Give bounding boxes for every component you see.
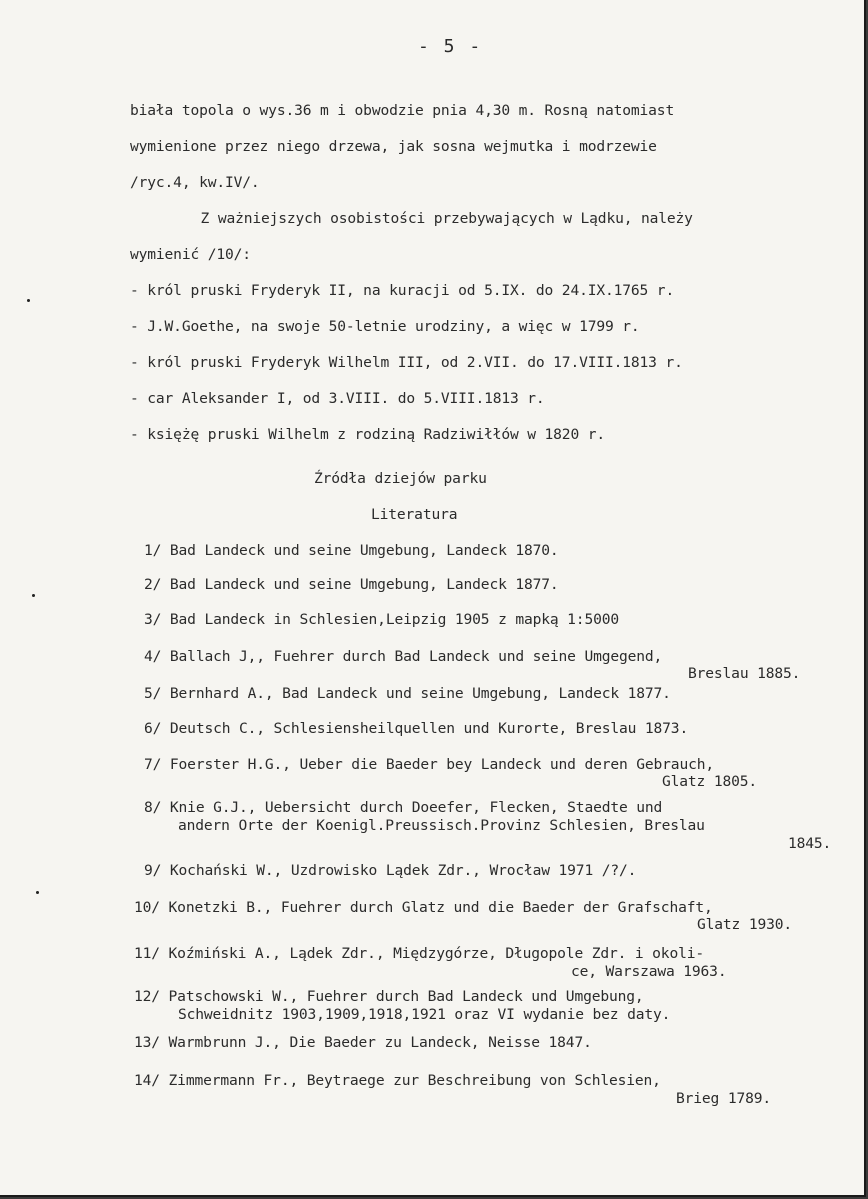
literature-entry: 1/ Bad Landeck und seine Umgebung, Landeck 1870. <box>144 542 559 559</box>
literature-entry: 7/ Foerster H.G., Ueber die Baeder bey Landeck und deren Gebrauch, <box>144 756 714 773</box>
literature-entry-continuation: Breslau 1885. <box>688 665 801 682</box>
literature-entry-continuation: Brieg 1789. <box>676 1090 771 1107</box>
literature-entry: 9/ Kochański W., Uzdrowisko Lądek Zdr., Wrocław 1971 /?/. <box>144 862 637 879</box>
person-list-item: - księżę pruski Wilhelm z rodziną Radziwiłłów w 1820 r. <box>130 426 605 443</box>
paragraph-line: /ryc.4, kw.IV/. <box>130 174 260 191</box>
literature-entry: 14/ Zimmermann Fr., Beytraege zur Beschreibung von Schlesien, <box>134 1072 661 1089</box>
section-heading: Źródła dziejów parku <box>314 470 487 487</box>
literature-entry: 3/ Bad Landeck in Schlesien,Leipzig 1905 z mapką 1:5000 <box>144 611 619 628</box>
literature-entry-continuation: Glatz 1805. <box>662 773 757 790</box>
paragraph-line: wymienić /10/: <box>130 246 251 263</box>
literature-entry: 10/ Konetzki B., Fuehrer durch Glatz und die Baeder der Grafschaft, <box>134 899 713 916</box>
paragraph-line: Z ważniejszych osobistości przebywających w Lądku, należy <box>166 210 693 227</box>
person-list-item: - król pruski Fryderyk Wilhelm III, od 2.VII. do 17.VIII.1813 r. <box>130 354 683 371</box>
paragraph-line: biała topola o wys.36 m i obwodzie pnia 4,30 m. Rosną natomiast <box>130 102 675 119</box>
margin-hole-mark <box>27 299 30 302</box>
literature-entry: 12/ Patschowski W., Fuehrer durch Bad Landeck und Umgebung, <box>134 988 644 1005</box>
literature-entry: 5/ Bernhard A., Bad Landeck und seine Umgebung, Landeck 1877. <box>144 685 671 702</box>
literature-entry: 8/ Knie G.J., Uebersicht durch Doeefer, Flecken, Staedte und <box>144 799 663 816</box>
literature-entry-continuation: Schweidnitz 1903,1909,1918,1921 oraz VI wydanie bez daty. <box>178 1006 671 1023</box>
literature-entry: 6/ Deutsch C., Schlesiensheilquellen und Kurorte, Breslau 1873. <box>144 720 689 737</box>
literature-entry: 2/ Bad Landeck und seine Umgebung, Landeck 1877. <box>144 576 559 593</box>
literature-entry: 11/ Koźmiński A., Lądek Zdr., Międzygórze, Długopole Zdr. i okoli- <box>134 945 704 962</box>
person-list-item: - J.W.Goethe, na swoje 50-letnie urodziny, a więc w 1799 r. <box>130 318 640 335</box>
literature-entry-continuation: andern Orte der Koenigl.Preussisch.Provinz Schlesien, Breslau <box>178 817 705 834</box>
paragraph-line: wymienione przez niego drzewa, jak sosna wejmutka i modrzewie <box>130 138 657 155</box>
person-list-item: - król pruski Fryderyk II, na kuracji od 5.IX. do 24.IX.1765 r. <box>130 282 675 299</box>
page-number: - 5 - <box>418 36 483 57</box>
margin-hole-mark <box>36 891 39 894</box>
margin-hole-mark <box>32 594 35 597</box>
literature-entry-continuation: 1845. <box>788 835 832 852</box>
person-list-item: - car Aleksander I, od 3.VIII. do 5.VIII.1813 r. <box>130 390 545 407</box>
literature-entry-continuation: Glatz 1930. <box>697 916 792 933</box>
literature-entry: 4/ Ballach J,, Fuehrer durch Bad Landeck und seine Umgegend, <box>144 648 663 665</box>
literature-entry-continuation: ce, Warszawa 1963. <box>571 963 727 980</box>
literature-entry: 13/ Warmbrunn J., Die Baeder zu Landeck, Neisse 1847. <box>134 1034 592 1051</box>
subheading: Literatura <box>371 506 458 523</box>
